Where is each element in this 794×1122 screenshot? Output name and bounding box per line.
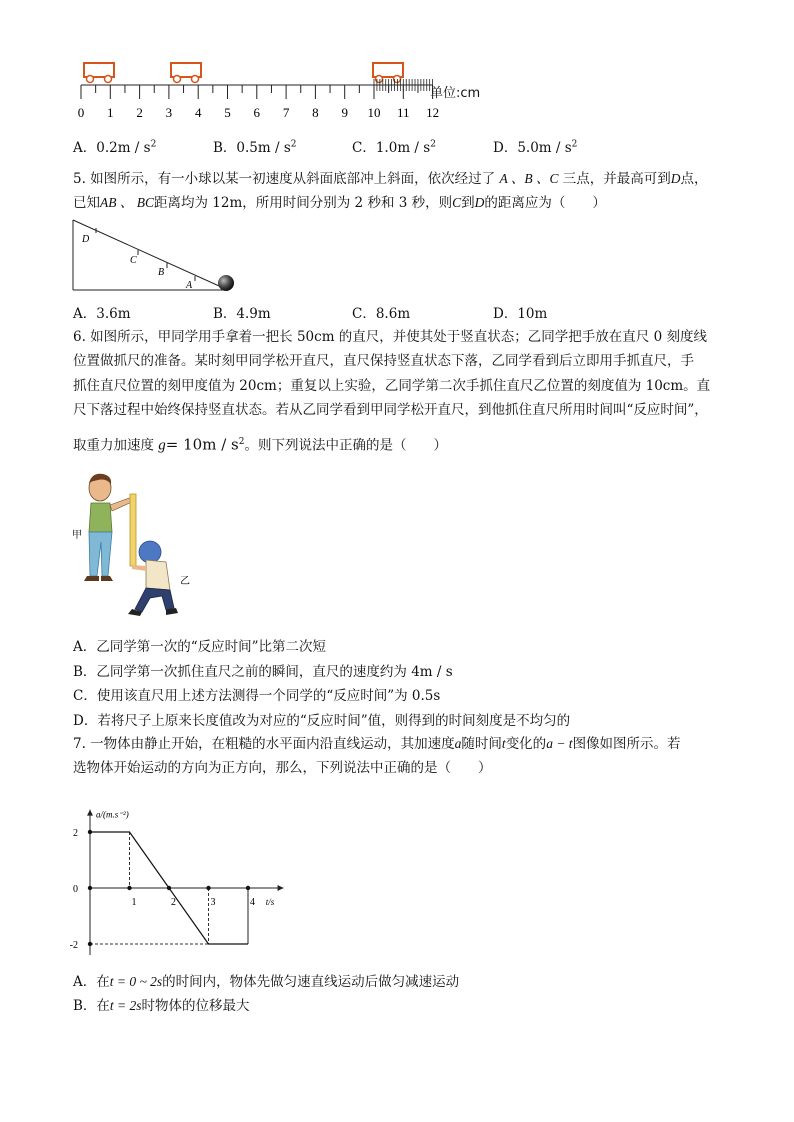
chart-point (88, 886, 92, 890)
q5-stem-line2: 已知AB 、 BC距离均为 12m，所用时间分别为 2 秒和 3 秒，则C到D的距离应为（ ） (73, 195, 606, 211)
y-axis-label: a/(m.s⁻²) (96, 809, 129, 820)
chart-point (127, 886, 131, 890)
x-tick-label: 3 (210, 897, 216, 908)
cart-2 (171, 63, 201, 83)
ruler-number: 8 (312, 105, 319, 120)
ruler-number: 10 (367, 105, 381, 120)
x-axis-label: t/s (265, 897, 275, 907)
incline-label-c: C (130, 255, 137, 266)
ruler-numbers (78, 105, 439, 120)
q5-option-b[interactable]: B．4.9m (213, 306, 271, 322)
q6-option-a[interactable]: A．乙同学第一次的“反应时间”比第二次短 (73, 639, 327, 655)
q5-option-a[interactable]: A．3.6m (73, 306, 131, 322)
chart-point (167, 886, 171, 890)
cart-1 (84, 63, 114, 83)
incline-label-d: D (82, 234, 90, 245)
chart-point (206, 886, 210, 890)
q6-stem-line2: 位置做抓尺的准备。某时刻甲同学松开直尺，直尺保持竖直状态下落，乙同学看到后立即用手抓直尺，手 (73, 353, 694, 369)
incline-label-b: B (158, 267, 165, 278)
q7-stem-line2: 选物体开始运动的方向为正方向，那么，下列说法中正确的是（ ） (73, 760, 492, 776)
ruler-number: 4 (194, 105, 202, 120)
ruler-number: 2 (136, 105, 143, 120)
ruler-number: 7 (282, 105, 290, 120)
ruler-number: 12 (426, 105, 440, 120)
q5-stem-line1: 5. 如图所示，有一小球以某一初速度从斜面底部冲上斜面，依次经过了 A 、B 、C 三点，并最高可到D点， (73, 171, 708, 187)
y-axis-arrow (87, 810, 93, 816)
q4-option-d[interactable]: D．$5.0m / s^2$ (493, 139, 578, 156)
a-t-chart (70, 780, 310, 955)
ruler-number: 11 (397, 105, 410, 120)
ruler-number: 9 (341, 105, 348, 120)
q5-option-c[interactable]: C．8.6m (352, 306, 411, 322)
chart-point (246, 886, 250, 890)
x-tick-label: 2 (171, 897, 176, 908)
ruler-number: 3 (165, 105, 173, 120)
q4-option-a[interactable]: A．$0.2m / s^2$ (73, 139, 157, 156)
y-tick-label: -2 (70, 940, 78, 951)
y-tick-label: 0 (73, 884, 78, 895)
q6-stem-line1: 6. 如图所示，甲同学用手拿着一把长 50cm 的直尺，并使其处于竖直状态；乙同学把手放在直尺 0 刻度线 (73, 329, 707, 345)
q6-option-b[interactable]: B．乙同学第一次抓住直尺之前的瞬间，直尺的速度约为 4m / s (73, 664, 453, 680)
y-tick-label: 2 (73, 828, 78, 839)
x-axis-arrow (278, 885, 284, 891)
cart-3 (373, 63, 403, 83)
q6-stem-line3: 抓住直尺位置的刻甲度值为 20cm；重复以上实验，乙同学第二次手抓住直尺乙位置的刻度值为 10cm。直 (73, 378, 711, 394)
q7-option-a[interactable]: A．在t = 0 ~ 2s的时间内，物体先做匀速直线运动后做匀减速运动 (73, 974, 460, 990)
ruler-number: 0 (77, 105, 85, 120)
falling-ruler (130, 494, 136, 566)
ruler-number: 6 (253, 105, 261, 120)
ruler-unit-label: 单位:cm (430, 86, 481, 101)
person-b-label: 乙 (180, 576, 190, 587)
incline-label-a: A (186, 280, 193, 291)
reaction-time-illustration (70, 470, 210, 620)
x-tick-label: 4 (250, 897, 255, 908)
q6-option-d[interactable]: D．若将尺子上原来长度值改为对应的“反应时间”值，则得到的时间刻度是不均匀的 (73, 713, 571, 729)
q7-option-b[interactable]: B．在t = 2s时物体的位移最大 (73, 998, 250, 1014)
q4-option-b[interactable]: B．$0.5m / s^2$ (213, 139, 297, 156)
ball (218, 275, 234, 291)
q6-stem-line5: 取重力加速度 $g= 10m / s^2$。则下列说法中正确的是（ ） (73, 435, 447, 454)
x-tick-label: 1 (131, 897, 137, 908)
incline-figure (68, 216, 248, 296)
q5-option-d[interactable]: D．10m (493, 306, 548, 322)
q6-option-c[interactable]: C．使用该直尺用上述方法测得一个同学的“反应时间”为 0.5s (73, 688, 441, 704)
chart-point (88, 942, 92, 946)
ruler-number: 1 (107, 105, 114, 120)
person-a (84, 474, 134, 581)
ruler-number: 5 (224, 105, 231, 120)
chart-point (88, 830, 92, 834)
q6-stem-line4: 尺下落过程中始终保持竖直状态。若从乙同学看到甲同学松开直尺，到他抓住直尺所用时间叫“反应时间”， (73, 402, 708, 418)
q7-stem-line1: 7. 一物体由静止开始，在粗糙的水平面内沿直线运动，其加速度a随时间t变化的a − t图像如图所示。若 (73, 736, 681, 752)
ruler-scale (81, 79, 433, 99)
person-a-label: 甲 (72, 530, 82, 541)
q4-option-c[interactable]: C．$1.0m / s^2$ (352, 139, 436, 156)
